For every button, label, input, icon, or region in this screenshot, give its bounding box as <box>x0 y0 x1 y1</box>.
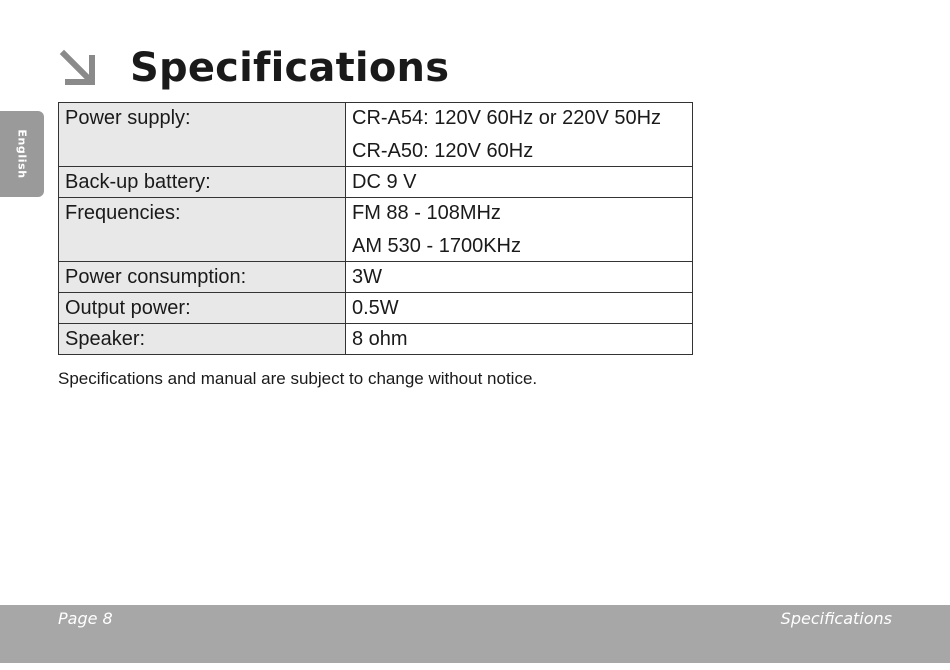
spec-value <box>346 167 693 198</box>
footer-section-name: Specifications <box>780 609 892 628</box>
page-footer <box>0 605 950 663</box>
language-tab-label: English <box>15 129 29 179</box>
spec-label: Power consumption: <box>59 262 346 293</box>
table-row <box>59 262 693 293</box>
table-row <box>59 293 693 324</box>
specifications-table <box>58 102 693 355</box>
spec-value-line: CR-A54: 120V 60Hz or 220V 50Hz <box>352 107 662 129</box>
spec-value-line: 0.5W <box>352 297 399 319</box>
table-row <box>59 103 693 167</box>
table-row <box>59 324 693 355</box>
spec-label: Power supply: <box>59 103 346 167</box>
spec-label: Output power: <box>59 293 346 324</box>
page-heading <box>58 38 449 98</box>
arrow-down-right-icon <box>58 48 98 88</box>
spec-value-line: AM 530 - 1700KHz <box>352 235 521 257</box>
spec-value-line: 3W <box>352 266 382 288</box>
spec-value-line: CR-A50: 120V 60Hz <box>352 140 534 162</box>
spec-value-line: DC 9 V <box>352 171 417 193</box>
spec-value <box>346 198 693 262</box>
table-row <box>59 198 693 262</box>
spec-label: Speaker: <box>59 324 346 355</box>
change-notice: Specifications and manual are subject to change without notice. <box>58 369 538 388</box>
page-number: Page 8 <box>58 609 113 628</box>
spec-value-line: 8 ohm <box>352 328 408 350</box>
spec-value <box>346 293 693 324</box>
spec-value <box>346 262 693 293</box>
spec-label: Back-up battery: <box>59 167 346 198</box>
spec-value-line: FM 88 - 108MHz <box>352 202 501 224</box>
language-tab <box>0 111 44 197</box>
table-row <box>59 167 693 198</box>
spec-value <box>346 324 693 355</box>
spec-value <box>346 103 693 167</box>
spec-label: Frequencies: <box>59 198 346 262</box>
page-title: Specifications <box>130 45 450 91</box>
